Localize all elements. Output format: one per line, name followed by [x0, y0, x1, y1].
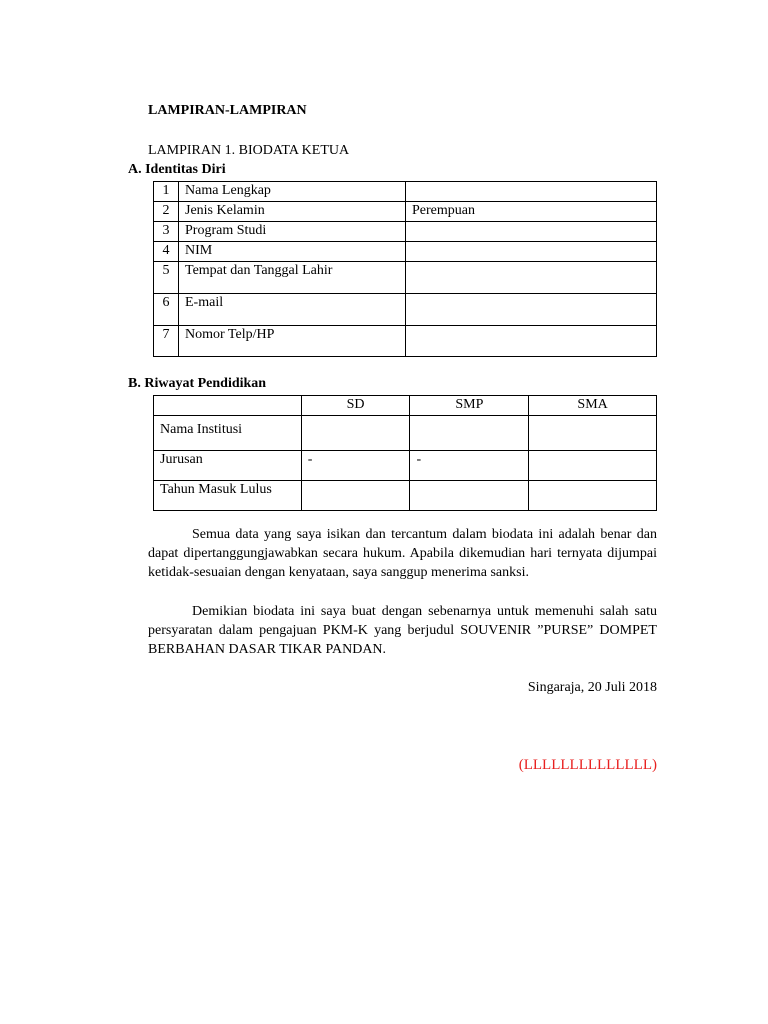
cell-sd — [301, 416, 410, 451]
statement-text-1: Semua data yang saya isikan dan tercantum dalam biodata ini adalah benar dan dapat dipertanggungjawabkan secara hukum. Apabila dikemudian hari ternyata dijumpai ketidak-sesuaian dengan kenyataan, saya sanggup menerima sanksi. — [148, 527, 657, 580]
row-label: Jurusan — [154, 451, 302, 481]
attachment-subtitle: LAMPIRAN 1. BIODATA KETUA — [148, 143, 350, 158]
cell-sd: - — [301, 451, 410, 481]
table-row — [154, 222, 657, 242]
cell-smp — [410, 416, 529, 451]
identity-table — [153, 181, 657, 357]
row-value: Perempuan — [406, 202, 657, 222]
cell-smp — [410, 481, 529, 511]
column-header-sma: SMA — [529, 396, 657, 416]
page-title: LAMPIRAN-LAMPIRAN — [148, 103, 307, 118]
row-value — [406, 262, 657, 294]
row-label: Jenis Kelamin — [179, 202, 406, 222]
column-header — [154, 396, 302, 416]
table-row — [154, 182, 657, 202]
cell-sma — [529, 481, 657, 511]
table-row — [154, 326, 657, 357]
row-number: 1 — [154, 182, 179, 202]
row-value — [406, 182, 657, 202]
row-number: 4 — [154, 242, 179, 262]
table-row — [154, 294, 657, 326]
row-number: 3 — [154, 222, 179, 242]
cell-sma — [529, 416, 657, 451]
row-label: Nama Institusi — [154, 416, 302, 451]
education-table — [153, 395, 657, 511]
row-value — [406, 326, 657, 357]
table-header-row — [154, 396, 657, 416]
row-label: Nama Lengkap — [179, 182, 406, 202]
row-number: 7 — [154, 326, 179, 357]
row-number: 6 — [154, 294, 179, 326]
row-label: Nomor Telp/HP — [179, 326, 406, 357]
row-value — [406, 294, 657, 326]
row-label: E-mail — [179, 294, 406, 326]
section-a-heading: A. Identitas Diri — [128, 162, 226, 177]
row-label: Tempat dan Tanggal Lahir — [179, 262, 406, 294]
row-value — [406, 222, 657, 242]
table-row — [154, 262, 657, 294]
cell-sd — [301, 481, 410, 511]
row-label: Program Studi — [179, 222, 406, 242]
section-b-heading: B. Riwayat Pendidikan — [128, 376, 267, 391]
row-number: 2 — [154, 202, 179, 222]
cell-sma — [529, 451, 657, 481]
table-row — [154, 202, 657, 222]
table-row — [154, 451, 657, 481]
row-label: Tahun Masuk Lulus — [154, 481, 302, 511]
table-row — [154, 242, 657, 262]
row-label: NIM — [179, 242, 406, 262]
place-date: Singaraja, 20 Juli 2018 — [527, 680, 657, 695]
statement-text-2: Demikian biodata ini saya buat dengan sebenarnya untuk memenuhi salah satu persyaratan dalam pengajuan PKM-K yang berjudul SOUVENIR ”PURSE” DOMPET BERBAHAN DASAR TIKAR PANDAN. — [148, 604, 657, 657]
signatory-name: (LLLLLLLLLLLLLL) — [518, 757, 657, 773]
row-value — [406, 242, 657, 262]
column-header-sd: SD — [301, 396, 410, 416]
statement-paragraph-2 — [148, 602, 657, 659]
statement-paragraph-1 — [148, 525, 657, 582]
column-header-smp: SMP — [410, 396, 529, 416]
table-row — [154, 481, 657, 511]
cell-smp: - — [410, 451, 529, 481]
table-row — [154, 416, 657, 451]
row-number: 5 — [154, 262, 179, 294]
